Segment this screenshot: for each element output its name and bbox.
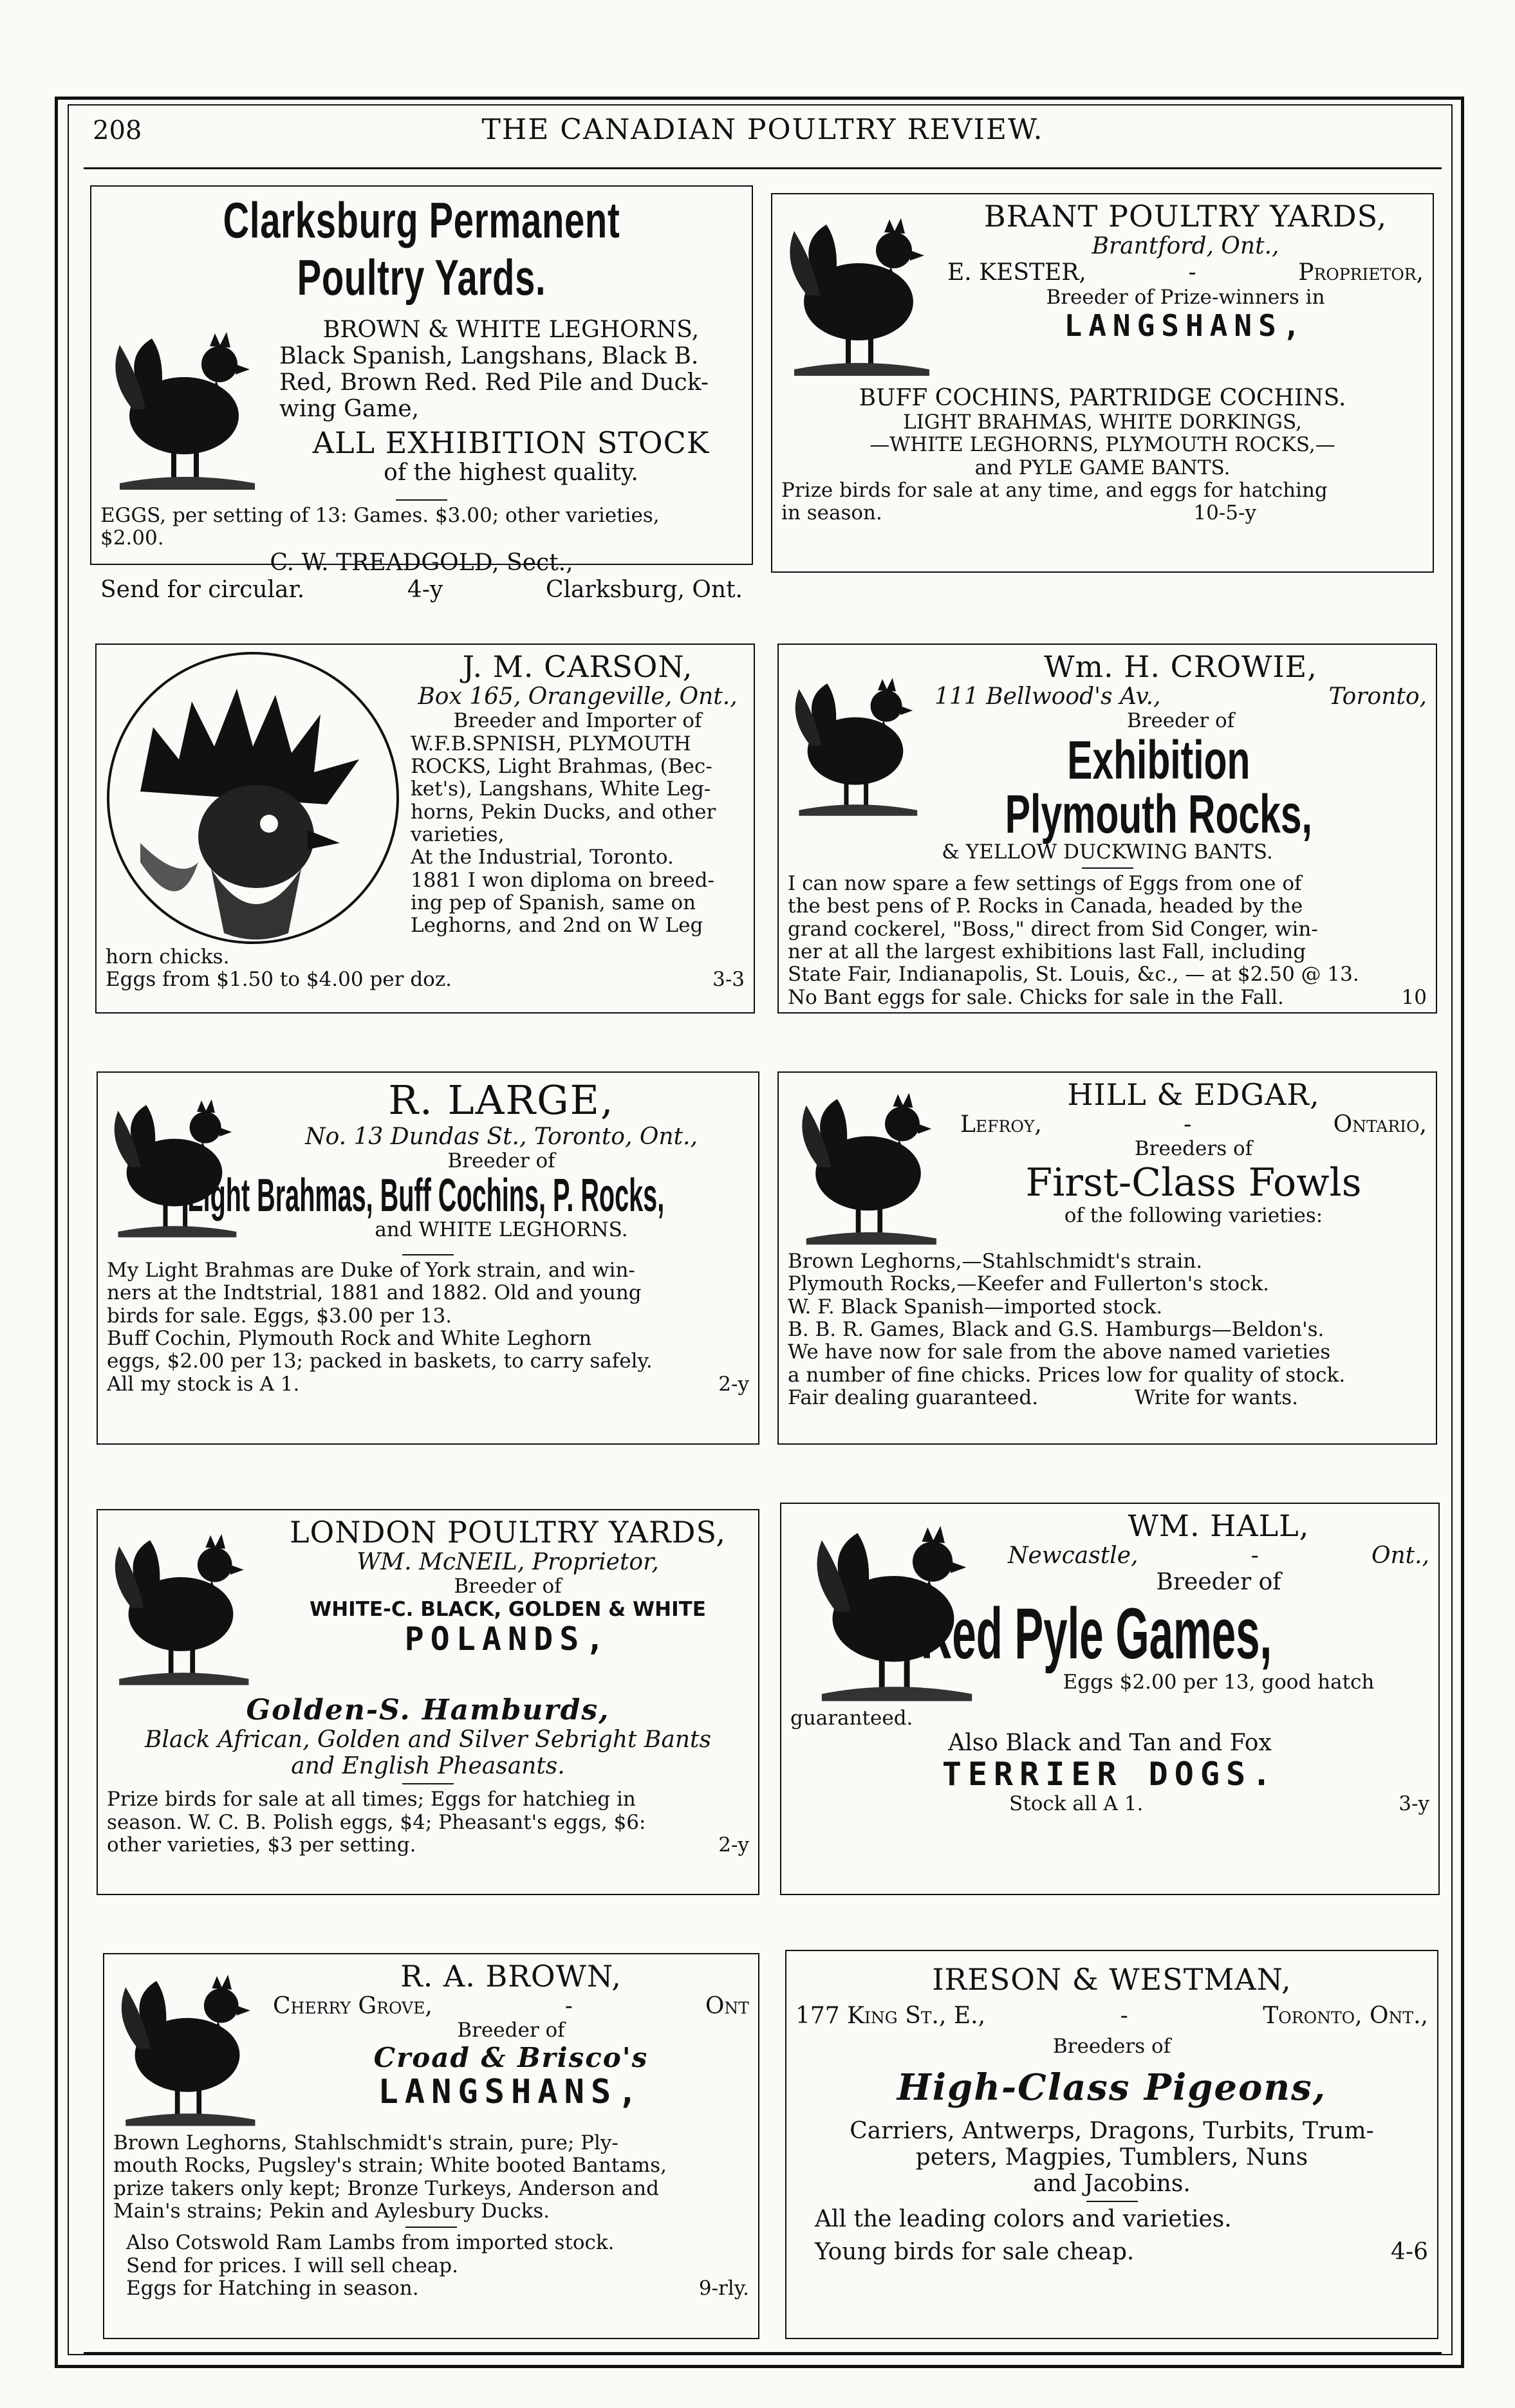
ad-code: 2-y: [718, 1833, 749, 1857]
ad-text: Send for circular.: [100, 576, 305, 603]
ad-text: State Fair, Indianapolis, St. Louis, &c., — at $2.50 @ 13.: [788, 963, 1359, 986]
ad-text: ALL EXHIBITION STOCK: [312, 425, 710, 460]
ad-text: Proprietor,: [1298, 259, 1424, 286]
ad-text: Plymouth Rocks,—Keefer and Fullerton's stock.: [788, 1272, 1270, 1296]
ad-code: 4-6: [1391, 2238, 1428, 2265]
rooster-illustration: [788, 1080, 949, 1248]
ad-text: birds for sale. Eggs, $3.00 per 13.: [107, 1304, 452, 1328]
ad-text: ners at the Indtstrial, 1881 and 1882. Old and young: [107, 1281, 642, 1305]
ad-text: WM. McNEIL, Proprietor,: [357, 1549, 659, 1576]
ad-text: and English Pheasants.: [291, 1753, 565, 1780]
ad-text: BROWN & WHITE LEGHORNS,: [322, 316, 700, 343]
ad-text: peters, Magpies, Tumblers, Nuns: [915, 2144, 1308, 2171]
hen-illustration: [107, 1518, 255, 1692]
ad-text: W.F.B.SPNISH, PLYMOUTH: [411, 732, 691, 755]
running-title: THE CANADIAN POULTRY REVIEW.: [481, 113, 1044, 146]
ad-text: Ont: [705, 1993, 749, 2020]
ad-text: Black Spanish, Langshans, Black B.: [279, 342, 699, 369]
ad-code: 4-y: [407, 576, 443, 603]
ad-text: Newcastle,: [1008, 1542, 1139, 1570]
ad-text: Breeders of: [1134, 1137, 1253, 1161]
ad-text: Fair dealing guaranteed.: [788, 1385, 1039, 1409]
ad-headline: Light Brahmas, Buff Cochins, P. Rocks,: [187, 1170, 665, 1222]
ad-text: My Light Brahmas are Duke of York strain, and win-: [107, 1259, 635, 1282]
ad-text: ner at all the largest exhibitions last Fall, including: [788, 940, 1306, 964]
ad-text: I can now spare a few settings of Eggs from one of: [788, 872, 1302, 896]
ad-text: guaranteed.: [790, 1707, 913, 1730]
ad-text: Carriers, Antwerps, Dragons, Turbits, Trum-: [850, 2117, 1374, 2144]
ad-text: varieties,: [411, 823, 505, 847]
ad-text: Ontario,: [1333, 1111, 1427, 1138]
ad-carson: [95, 644, 755, 1014]
ad-text: in season.: [781, 501, 882, 525]
ad-text: C. W. TREADGOLD, Sect.,: [270, 550, 573, 577]
ad-title: Clarksburg Permanent Poultry Yards.: [223, 192, 620, 306]
ad-text: -: [1188, 259, 1196, 286]
ad-london: [97, 1509, 759, 1895]
ad-text: Stock all A 1.: [1009, 1792, 1144, 1816]
rooster-illustration: [781, 202, 936, 382]
ad-text: LIGHT BRAHMAS, WHITE DORKINGS,: [903, 411, 1302, 434]
ad-text: of the following varieties:: [1064, 1204, 1323, 1228]
ad-crowie: [777, 644, 1437, 1014]
page-number: 208: [93, 116, 142, 145]
ad-text: Brown Leghorns, Stahlschmidt's strain, pure; Ply-: [113, 2131, 618, 2154]
ad-headline: LANGSHANS,: [1064, 308, 1307, 343]
ad-brant: [771, 193, 1434, 573]
ad-text: the best pens of P. Rocks in Canada, headed by the: [788, 894, 1303, 918]
ad-code: 3-3: [712, 968, 745, 992]
ad-headline: Croad & Brisco's: [373, 2041, 649, 2073]
ad-hall: [780, 1503, 1440, 1895]
ad-headline: POLANDS,: [404, 1620, 611, 1658]
ad-headline: Red Pyle Games,: [920, 1593, 1272, 1674]
ad-text: Breeder and Importer of: [453, 709, 702, 733]
divider: [1082, 867, 1133, 869]
ad-text: Main's strains; Pekin and Aylesbury Ducks.: [113, 2199, 550, 2223]
ad-title: Wm. H. CROWIE,: [1044, 649, 1317, 684]
ad-text: Breeder of: [457, 2019, 565, 2042]
divider: [396, 499, 447, 501]
ad-text: Lefroy,: [960, 1111, 1042, 1138]
ad-text: Toronto, Ont.,: [1263, 2003, 1428, 2030]
ad-brown: [103, 1953, 759, 2339]
ad-text: and WHITE LEGHORNS.: [375, 1218, 628, 1242]
ad-text: At the Industrial, Toronto.: [411, 846, 674, 869]
ad-text: Also Black and Tan and Fox: [948, 1730, 1272, 1757]
ad-text: Brown Leghorns,—Stahlschmidt's strain.: [788, 1250, 1203, 1273]
ad-text: Clarksburg, Ont.: [545, 576, 743, 603]
ad-text: a number of fine chicks. Prices low for quality of stock.: [788, 1363, 1346, 1387]
ad-text: Black African, Golden and Silver Sebright Bants: [145, 1727, 711, 1754]
ad-headline: High-Class Pigeons,: [897, 2066, 1327, 2109]
ad-text: horns, Pekin Ducks, and other: [411, 800, 716, 824]
ad-text: E. KESTER,: [947, 259, 1086, 286]
rooster-illustration: [107, 1080, 242, 1248]
ad-text: Breeders of: [1052, 2035, 1171, 2059]
ad-code: 9-rly.: [698, 2276, 749, 2300]
ad-headline: First-Class Fowls: [1025, 1160, 1362, 1205]
ad-text: wing Game,: [279, 395, 420, 422]
ad-text: $2.00.: [100, 526, 164, 550]
ad-text: horn chicks.: [106, 945, 230, 968]
ad-text: 1881 I won diploma on breed-: [411, 868, 714, 892]
ad-headline: TERRIER DOGS.: [942, 1755, 1278, 1793]
ad-headline: LANGSHANS,: [378, 2072, 644, 2111]
ad-text: -: [1184, 1111, 1192, 1138]
ad-text: W. F. Black Spanish—imported stock.: [788, 1295, 1163, 1319]
ad-text: Also Cotswold Ram Lambs from imported stock.: [126, 2231, 615, 2255]
divider: [1086, 2201, 1138, 2202]
ad-text: All the leading colors and varieties.: [815, 2205, 1232, 2232]
ad-text: Toronto,: [1328, 683, 1427, 710]
ad-code: 2-y: [718, 1372, 749, 1396]
ad-text: 111 Bellwood's Av.,: [934, 683, 1161, 710]
ad-text: other varieties, $3 per setting.: [107, 1833, 416, 1857]
ad-text: prize takers only kept; Bronze Turkeys, Anderson and: [113, 2176, 659, 2200]
ad-text: EGGS, per setting of 13: Games. $3.00; other varieties,: [100, 503, 660, 527]
ad-text: Leghorns, and 2nd on W Leg: [411, 914, 703, 938]
ad-code: 3-y: [1399, 1792, 1429, 1816]
ad-title: BRANT POULTRY YARDS,: [983, 199, 1388, 234]
divider: [405, 2227, 457, 2228]
ad-text: mouth Rocks, Pugsley's strain; White booted Bantams,: [113, 2154, 667, 2178]
rooster-illustration: [100, 319, 268, 493]
ad-large: [97, 1071, 759, 1445]
ad-text: ket's), Langshans, White Leg-: [411, 777, 711, 801]
ad-text: of the highest quality.: [384, 459, 638, 486]
ad-text: We have now for sale from the above named varieties: [788, 1340, 1331, 1364]
ad-text: Buff Cochin, Plymouth Rock and White Leghorn: [107, 1326, 592, 1350]
ad-text: ROCKS, Light Brahmas, (Bec-: [411, 755, 712, 779]
ad-text: Prize birds for sale at any time, and eggs for hatching: [781, 479, 1328, 503]
ad-text: Breeder of Prize-winners in: [1046, 285, 1325, 309]
page-header: [84, 111, 1442, 156]
ad-text: —WHITE LEGHORNS, PLYMOUTH ROCKS,—: [869, 433, 1335, 457]
footer-rule: [84, 2352, 1442, 2355]
ad-title: LONDON POULTRY YARDS,: [289, 1515, 727, 1550]
ad-text: Breeder of: [1126, 709, 1235, 733]
ad-text: ing pep of Spanish, same on: [411, 891, 696, 915]
ad-code: 10-5-y: [1193, 501, 1256, 525]
ad-headline: Exhibition Plymouth Rocks,: [1005, 729, 1312, 844]
ad-text: Send for prices. I will sell cheap.: [126, 2254, 458, 2277]
ad-text: -: [1120, 2003, 1128, 2030]
ad-title: IRESON & WESTMAN,: [932, 1962, 1292, 1997]
ad-text: Young birds for sale cheap.: [815, 2238, 1135, 2265]
ad-clarksburg: [90, 185, 753, 603]
ad-code: 10: [1401, 985, 1427, 1009]
ad-title: R. A. BROWN,: [400, 1959, 622, 1994]
ad-text: Breeder of: [447, 1149, 555, 1172]
ad-title: WM. HALL,: [1128, 1508, 1310, 1543]
ad-text: Eggs for Hatching in season.: [126, 2276, 419, 2300]
ad-headline: Golden-S. Hamburds,: [246, 1694, 610, 1727]
ad-text: No. 13 Dundas St., Toronto, Ont.,: [305, 1123, 698, 1150]
ad-ireson-westman: [785, 1950, 1438, 2339]
ad-text: -: [1250, 1542, 1259, 1570]
ad-text: Cherry Grove,: [273, 1993, 432, 2020]
rooster-head-illustration: [102, 650, 404, 946]
ad-text: Write for wants.: [1135, 1385, 1298, 1409]
ad-text: 177 King St., E.,: [795, 2003, 986, 2030]
ad-hill-edgar: [777, 1071, 1437, 1445]
ad-text: and PYLE GAME BANTS.: [974, 456, 1231, 479]
rooster-illustration: [113, 1962, 261, 2129]
ad-text: -: [564, 1993, 573, 2020]
header-rule: [84, 167, 1442, 169]
ad-text: Red, Brown Red. Red Pile and Duck-: [279, 369, 709, 396]
ad-text: Breeder of: [1156, 1569, 1281, 1596]
ad-text: and Jacobins.: [1033, 2170, 1191, 2197]
ad-text: grand cockerel, "Boss," direct from Sid Conger, win-: [788, 917, 1318, 941]
ad-text: Eggs $2.00 per 13, good hatch: [1063, 1671, 1375, 1694]
divider: [402, 1254, 454, 1255]
ad-title: R. LARGE,: [388, 1077, 615, 1124]
ad-text: Box 165, Orangeville, Ont.,: [418, 683, 738, 710]
ad-text: Ont.,: [1371, 1542, 1429, 1570]
ad-title: J. M. CARSON,: [462, 649, 693, 684]
ad-text: season. W. C. B. Polish eggs, $4; Pheasant's eggs, $6:: [107, 1810, 646, 1834]
ad-text: B. B. R. Games, Black and G.S. Hamburgs—Beldon's.: [788, 1317, 1324, 1341]
divider: [402, 1783, 454, 1784]
ad-text: Brantford, Ont.,: [1092, 233, 1279, 260]
ad-text: eggs, $2.00 per 13; packed in baskets, to carry safely.: [107, 1349, 653, 1373]
ad-text: BUFF COCHINS, PARTRIDGE COCHINS.: [859, 385, 1346, 411]
ad-text: & YELLOW DUCKWING BANTS.: [942, 840, 1273, 864]
ad-text: WHITE-C. BLACK, GOLDEN & WHITE: [310, 1597, 706, 1621]
ad-text: Eggs from $1.50 to $4.00 per doz.: [106, 968, 452, 992]
ad-title: HILL & EDGAR,: [1067, 1077, 1320, 1112]
ad-text: Breeder of: [454, 1575, 562, 1598]
ad-text: No Bant eggs for sale. Chicks for sale in the Fall.: [788, 985, 1284, 1009]
ad-text: Prize birds for sale at all times; Eggs for hatchieg in: [107, 1788, 636, 1811]
ad-text: All my stock is A 1.: [107, 1372, 300, 1396]
